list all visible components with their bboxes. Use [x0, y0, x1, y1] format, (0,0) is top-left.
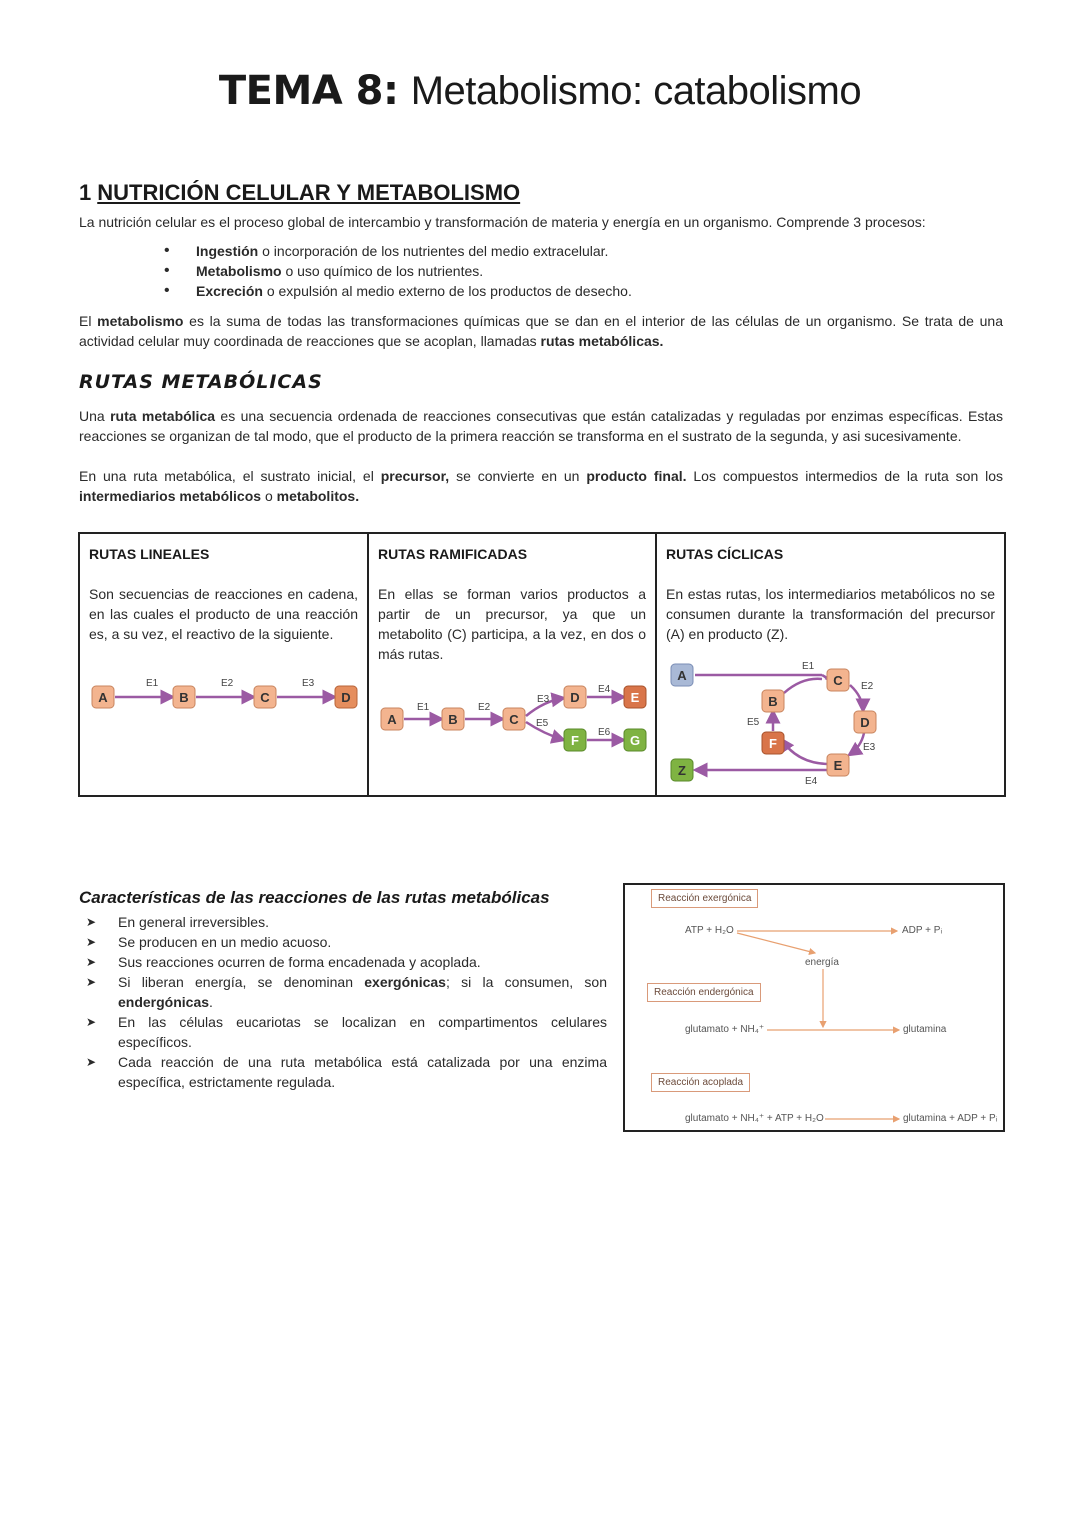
metabolite-node [564, 686, 586, 708]
svg-text:D: D [341, 690, 351, 705]
text: El [79, 313, 98, 329]
text: En las células eucariotas se localizan en compartimentos celulares específicos. [118, 1014, 607, 1050]
linear-routes-cell [80, 534, 369, 795]
svg-text:C: C [833, 673, 843, 688]
arrow-bullet-icon: ➤ [86, 915, 97, 929]
list-item [82, 1012, 607, 1052]
exergonic-reactants: ATP + H₂O [685, 925, 734, 936]
metabolite-node [335, 686, 357, 708]
linear-route-diagram [80, 674, 369, 734]
arrow-bullet-icon: ➤ [86, 935, 97, 949]
text: Se producen en un medio acuoso. [118, 934, 332, 950]
svg-text:A: A [387, 712, 397, 727]
page-title [0, 68, 1080, 114]
svg-text:A: A [98, 690, 108, 705]
list-item [160, 261, 632, 281]
metabolite-node [173, 686, 195, 708]
title-rest: Metabolismo: catabolismo [410, 69, 862, 113]
branched-route-diagram [369, 676, 657, 756]
coupled-reactions-figure [623, 883, 1005, 1132]
bullet-term: Metabolismo [196, 263, 282, 279]
metabolite-node [381, 708, 403, 730]
section-title: NUTRICIÓN CELULAR Y METABOLISMO [97, 180, 521, 205]
bold-term: rutas metabólicas. [540, 333, 664, 349]
list-item [82, 932, 607, 952]
rutas-heading: RUTAS METABÓLICAS [79, 371, 323, 393]
metabolite-node [624, 686, 646, 708]
ruta-definition-paragraph [79, 406, 1003, 446]
list-item [82, 952, 607, 972]
arrow-bullet-icon: ➤ [86, 1015, 97, 1029]
metabolite-node [762, 690, 784, 712]
enzyme-label: E5 [536, 718, 549, 729]
bold-term: metabolitos. [276, 488, 360, 504]
energy-label: energía [805, 957, 839, 968]
svg-text:F: F [769, 736, 777, 751]
svg-text:C: C [509, 712, 519, 727]
enzyme-label: E6 [598, 727, 611, 738]
bold-term: intermediarios metabólicos [79, 488, 262, 504]
section-1-intro: La nutrición celular es el proceso global de intercambio y transformación de materia y energía en un organismo. Comprende 3 procesos: [79, 214, 926, 230]
bullet-text: o incorporación de los nutrientes del medio extracelular. [258, 243, 609, 259]
metabolite-node [854, 711, 876, 733]
endergonic-label: Reacción endergónica [647, 983, 761, 1002]
bullet-text: o expulsión al medio externo de los productos de desecho. [262, 283, 632, 299]
characteristics-heading: Características de las reacciones de las rutas metabólicas [79, 888, 550, 907]
branched-routes-cell [369, 534, 657, 795]
linear-routes-title: RUTAS LINEALES [89, 546, 210, 562]
list-item [160, 241, 632, 261]
bold-term: ruta metabólica [110, 408, 216, 424]
cyclic-routes-title: RUTAS CÍCLICAS [666, 546, 784, 562]
svg-text:E: E [833, 758, 843, 773]
text: Cada reacción de una ruta metabólica está catalizada por una enzima específica, estrictamente regulada. [118, 1054, 607, 1090]
bullet-term: Ingestión [196, 243, 259, 259]
reaction-arrow [781, 739, 827, 764]
text: . [209, 994, 213, 1010]
list-item [82, 1052, 607, 1092]
title-bold: TEMA 8: [218, 68, 399, 114]
metabolite-node [624, 729, 646, 751]
list-item [160, 281, 632, 301]
text: En una ruta metabólica, el sustrato inicial, el [79, 468, 381, 484]
bold-term: producto final. [586, 468, 687, 484]
bullet-text: o uso químico de los nutrientes. [281, 263, 484, 279]
svg-text:D: D [570, 690, 580, 705]
svg-text:E: E [630, 690, 640, 705]
enzyme-label: E2 [861, 681, 874, 692]
svg-text:A: A [677, 668, 687, 683]
endergonic-products: glutamina [903, 1024, 947, 1035]
branched-routes-text: En ellas se forman varios productos a partir de un precursor, ya que un metabolito (C) participa, a la vez, en dos o más rutas. [378, 586, 646, 662]
enzyme-label: E2 [221, 678, 234, 689]
text: es una secuencia ordenada de reacciones consecutivas que están catalizadas y reguladas por enzimas específicas. Estas reacciones se organizan de tal modo, que el producto de la primera reacción se transforma en el sustrato de la segunda, y asi sucesivamente. [79, 408, 1003, 444]
list-item [82, 912, 607, 932]
ruta-precursor-paragraph [79, 466, 1003, 506]
bold-term: metabolismo [97, 313, 184, 329]
text: es la suma de todas las transformaciones químicas que se dan en el interior de las células de un organismo. Se trata de una actividad celular muy coordinada de reacciones que se acoplan, llamadas [79, 313, 1003, 349]
metabolismo-paragraph [79, 311, 1003, 351]
bold-term: exergónicas [364, 974, 446, 990]
exergonic-label: Reacción exergónica [651, 889, 758, 908]
enzyme-label: E1 [417, 702, 430, 713]
enzyme-label: E1 [146, 678, 159, 689]
cyclic-routes-text: En estas rutas, los intermediarios metabólicos no se consumen durante la transformación del precursor (A) en producto (Z). [666, 586, 995, 642]
coupled-products: glutamina + ADP + Pᵢ [903, 1113, 998, 1124]
exergonic-products: ADP + Pᵢ [902, 925, 943, 936]
metabolite-node [92, 686, 114, 708]
svg-text:D: D [860, 715, 870, 730]
section-number: 1 [79, 180, 92, 205]
bold-term: precursor, [380, 468, 450, 484]
arrow-bullet-icon: ➤ [86, 955, 97, 969]
text: se convierte en un [449, 468, 587, 484]
reaction-arrow [737, 933, 815, 953]
enzyme-label: E5 [747, 717, 760, 728]
metabolite-node [254, 686, 276, 708]
characteristics-list [82, 912, 607, 1092]
enzyme-label: E3 [302, 678, 315, 689]
coupled-label: Reacción acoplada [651, 1073, 750, 1092]
nutrition-process-list [160, 241, 632, 301]
enzyme-label: E3 [863, 742, 876, 753]
reaction-arrows [625, 885, 1003, 1130]
svg-text:G: G [629, 733, 641, 748]
enzyme-label: E3 [537, 694, 550, 705]
text: Sus reacciones ocurren de forma encadenada y acoplada. [118, 954, 481, 970]
arrow-bullet-icon: ➤ [86, 1055, 97, 1069]
text: Los compuestos intermedios de la ruta son los [686, 468, 1004, 484]
svg-text:C: C [260, 690, 270, 705]
enzyme-label: E1 [802, 661, 815, 672]
text: En general irreversibles. [118, 914, 269, 930]
bullet-term: Excreción [196, 283, 263, 299]
reaction-arrow [784, 679, 822, 693]
list-item [82, 972, 607, 1012]
svg-text:F: F [571, 733, 579, 748]
text: Si liberan energía, se denominan [118, 974, 365, 990]
cyclic-routes-cell [657, 534, 1004, 795]
enzyme-label: E4 [805, 776, 818, 787]
bold-term: endergónicas [118, 994, 210, 1010]
text: o [261, 488, 277, 504]
metabolite-node [762, 732, 784, 754]
metabolite-node [671, 759, 693, 781]
metabolite-node [671, 664, 693, 686]
cyclic-route-diagram [657, 657, 1006, 792]
metabolite-node [827, 669, 849, 691]
svg-text:B: B [768, 694, 778, 709]
linear-routes-text: Son secuencias de reacciones en cadena, en las cuales el producto de una reacción es, a su vez, el reactivo de la siguiente. [89, 586, 358, 642]
section-1-heading [79, 180, 520, 206]
endergonic-reactants: glutamato + NH₄⁺ [685, 1024, 765, 1035]
text: ; si la consumen, son [445, 974, 607, 990]
metabolite-node [503, 708, 525, 730]
branched-routes-title: RUTAS RAMIFICADAS [378, 546, 528, 562]
svg-text:B: B [179, 690, 189, 705]
enzyme-label: E4 [598, 684, 611, 695]
enzyme-label: E2 [478, 702, 491, 713]
coupled-reactants: glutamato + NH₄⁺ + ATP + H₂O [685, 1113, 824, 1124]
metabolite-node [442, 708, 464, 730]
svg-text:B: B [448, 712, 458, 727]
metabolite-node [827, 754, 849, 776]
arrow-bullet-icon: ➤ [86, 975, 97, 989]
text: Una [79, 408, 111, 424]
svg-text:Z: Z [678, 763, 686, 778]
metabolite-node [564, 729, 586, 751]
route-types-table [78, 532, 1006, 797]
reaction-arrow [849, 733, 864, 755]
